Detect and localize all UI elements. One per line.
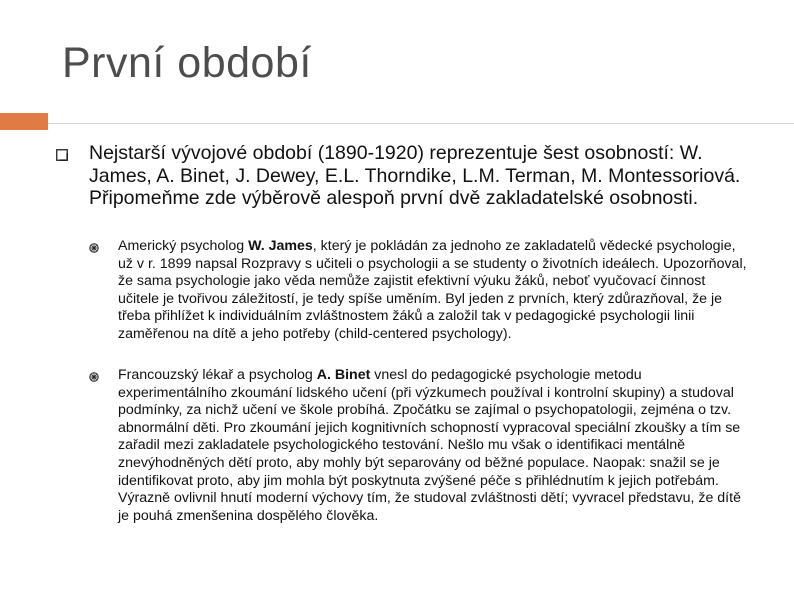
binet-intro: Francouzský lékař a psycholog — [118, 367, 317, 383]
level2-bullet-james — [118, 238, 748, 344]
title-divider-line — [48, 123, 794, 124]
square-bullet-icon — [56, 149, 68, 161]
binet-name: A. Binet — [316, 367, 371, 383]
level1-bullet-text: Nejstarší vývojové období (1890-1920) reprezentuje šest osobností: W. James, A. Binet, J. Dewey, E.L. Thorndike, L.M. Terman, M. Montessoriová. Připomeňme zde výběrově alespoň první dvě zakladatelské osobnosti. — [89, 142, 741, 209]
title-accent-bar — [0, 113, 48, 130]
circle-star-bullet-icon — [89, 372, 99, 382]
circle-star-bullet-icon — [89, 243, 99, 253]
binet-text: vnesl do pedagogické psychologie metodu experimentálního zkoumání lidského učení (při výzkumech používal i kontrolní skupiny) a studoval podmínky, za nichž učení ve škole probíhá. Zpočátku se zajímal o psychopatologii, zejména o tzv. abnormální děti. Pro zkoumání jejich kognitivních schopností vypracoval speciální zkoušky a tím se zařadil mezi zakladatele psychologického testování. Nešlo mu však o identifikaci mentálně znevýhodněných dětí proto, aby mohly být separovány od běžné populace. Naopak: snažil se je identifikovat proto, aby jim mohla být poskytnuta zvýšené péče s přihlédnutím k jejich potřebám. Výrazně ovlivnil hnutí moderní výchovy tím, že studoval zvláštnosti dětí; vyvracel představu, že dítě je pouhá zmenšenina dospělého člověka. — [118, 367, 741, 524]
james-name: W. James — [248, 238, 313, 254]
james-intro: Americký psycholog — [118, 238, 249, 254]
level2-bullet-binet — [118, 367, 748, 525]
slide-title: První období — [62, 39, 312, 87]
james-text: , který je pokládán za jednoho ze zakladatelů vědecké psychologie, už v r. 1899 napsal Rozpravy s učiteli o psychologii a se studenty o životních ideálech. Upozorňoval, že sama psychologie jako věda nemůže zajistit efektivní výuku žáků, neboť vyučovací činnost učitele je tvořivou záležitostí, je tedy spíše uměním. Byl jeden z prvních, který zdůrazňoval, že je třeba přihlížet k individuálním zvláštnostem žáků a založil tak v pedagogické psychologii linii zaměřenou na dítě a jeho potřeby (child-centered psychology). — [118, 238, 747, 342]
